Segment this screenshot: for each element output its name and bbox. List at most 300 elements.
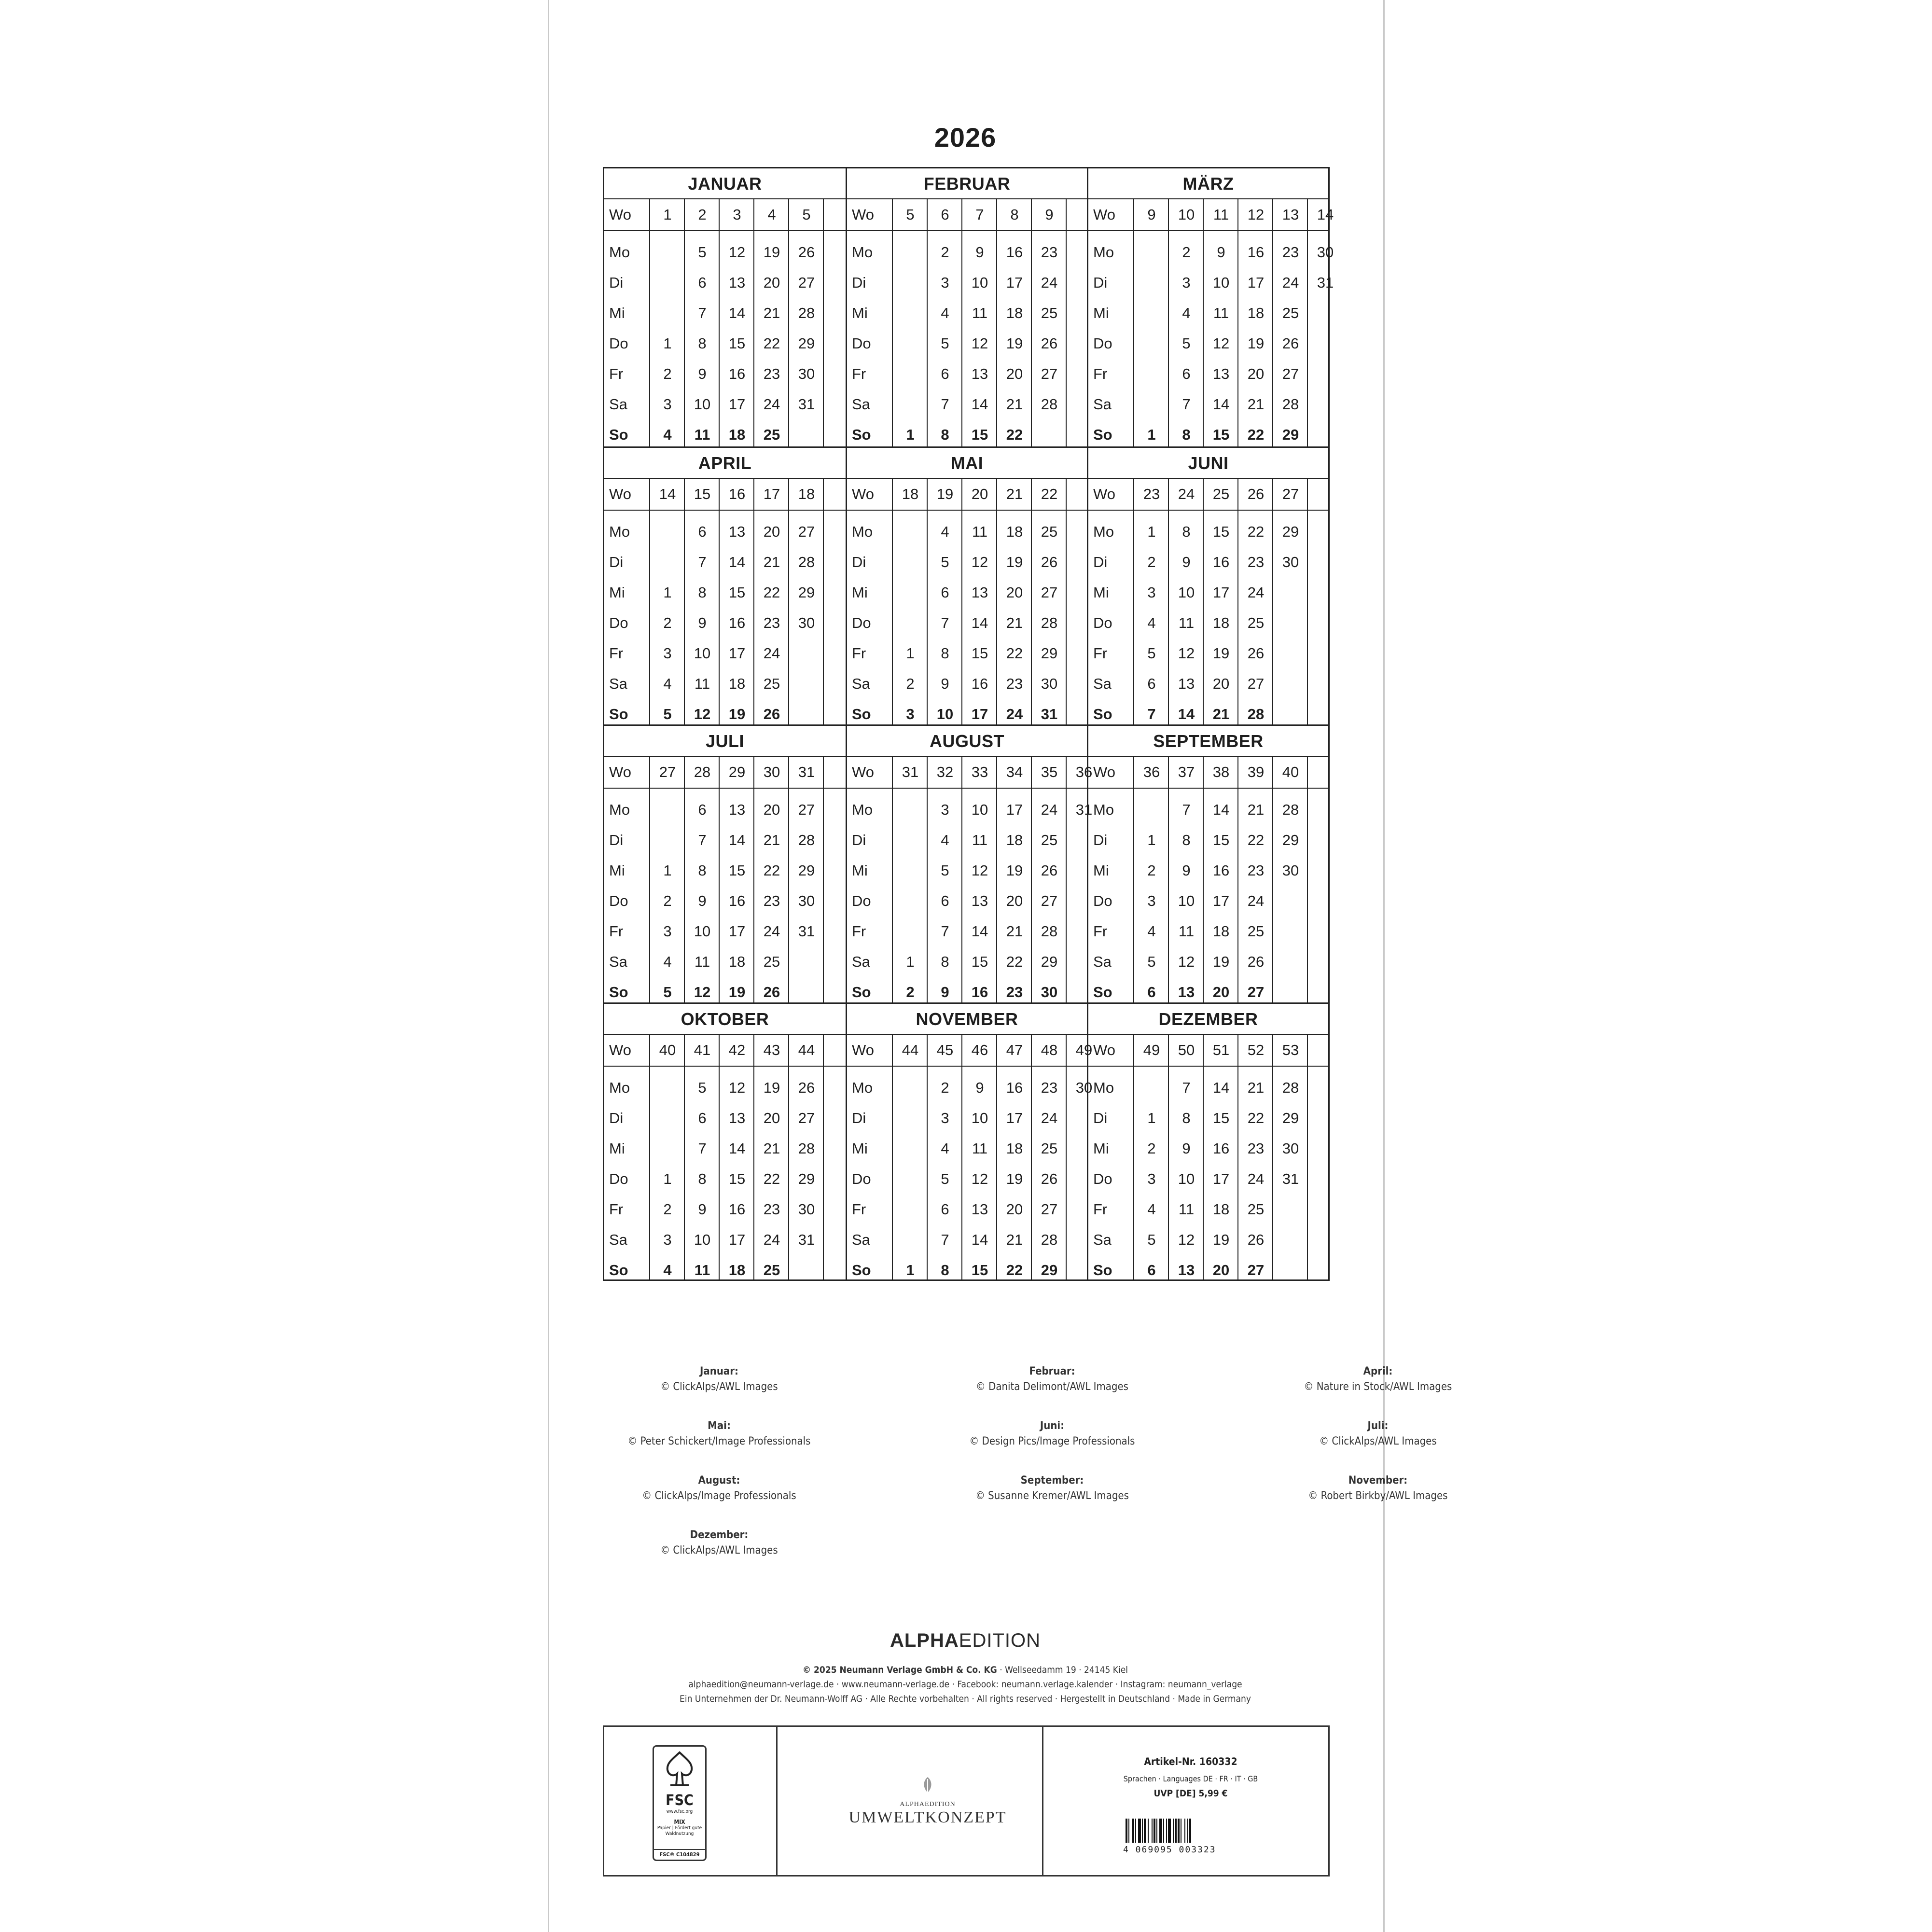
day-cell: 10 [1178,892,1195,909]
day-cell: 7 [698,305,707,321]
day-cell: 30 [1041,984,1058,1001]
credit-month: Mai: [708,1420,731,1432]
weekday-label: Mi [609,305,625,321]
weekday-label: Fr [852,365,866,382]
day-cell: 7 [698,832,707,848]
day-cell: 4 [663,675,672,692]
weekday-label: So [852,984,871,1001]
month-januar [604,168,846,446]
year-calendar-grid [603,167,1334,1281]
alphaedition-logo: ALPHAEDITION [890,1630,1041,1651]
week-number: 11 [1213,206,1229,223]
day-cell: 13 [728,523,746,540]
day-cell: 25 [763,953,780,970]
week-number: 49 [1075,1042,1093,1058]
weekday-label: Mi [852,584,868,601]
day-cell: 16 [728,365,746,382]
day-cell: 13 [728,1110,746,1126]
week-number: 36 [1143,764,1160,780]
day-cell: 26 [1041,1170,1058,1187]
day-cell: 3 [941,1110,949,1126]
day-cell: 29 [798,335,815,352]
day-cell: 19 [1212,953,1230,970]
day-cell: 26 [1247,953,1265,970]
day-cell: 21 [1247,1079,1265,1096]
week-number: 42 [728,1042,746,1058]
day-cell: 13 [971,892,988,909]
day-cell: 2 [663,614,672,631]
day-cell: 26 [763,706,780,723]
day-cell: 22 [763,1170,780,1187]
weekday-label: Di [609,1110,624,1126]
day-cell: 11 [694,426,710,443]
credit-month: September: [1020,1474,1084,1487]
day-cell: 29 [1041,645,1058,662]
week-number: 4 [767,206,776,223]
languages: Sprachen · Languages DE · FR · IT · GB [1123,1774,1258,1783]
day-cell: 22 [1006,1262,1023,1279]
day-cell: 19 [1006,335,1023,352]
weekday-label: Di [609,832,624,848]
month-märz [1087,168,1334,446]
day-cell: 24 [1041,1110,1058,1126]
barcode-icon [1126,1819,1222,1843]
week-number: 32 [936,764,954,780]
day-cell: 4 [1147,923,1156,940]
day-cell: 24 [1006,706,1023,723]
day-cell: 7 [1182,396,1191,413]
day-cell: 11 [972,832,988,848]
weekday-label: Do [852,892,871,909]
weekday-label: So [1093,1262,1112,1279]
weekday-label: Mi [1093,305,1109,321]
day-cell: 25 [1041,1140,1058,1157]
day-cell: 30 [1317,244,1334,261]
day-cell: 21 [1247,396,1265,413]
day-cell: 27 [1041,892,1058,909]
day-cell: 18 [728,953,746,970]
day-cell: 17 [1006,274,1023,291]
day-cell: 19 [728,984,746,1001]
day-cell: 25 [1247,614,1265,631]
weekday-label: Di [609,274,624,291]
day-cell: 8 [698,335,707,352]
day-cell: 5 [663,984,672,1001]
day-cell: 19 [1247,335,1265,352]
day-cell: 15 [971,1262,988,1279]
day-cell: 27 [798,523,815,540]
weekday-label: Mi [609,1140,625,1157]
photo-credit [917,1418,1187,1449]
day-cell: 27 [1247,984,1265,1001]
weekday-label: So [852,426,871,443]
day-cell: 16 [1247,244,1265,261]
day-cell: 11 [972,305,988,321]
week-label: Wo [609,764,631,780]
day-cell: 5 [941,554,949,570]
day-cell: 9 [698,365,707,382]
photo-credit [1243,1473,1513,1504]
weekday-label: Mo [852,523,873,540]
weekday-label: Mo [1093,1079,1114,1096]
week-number: 18 [798,486,815,502]
day-cell: 15 [1212,426,1230,443]
day-cell: 24 [1247,892,1265,909]
week-number: 26 [1247,486,1265,502]
fsc-text: Papier | Fördert gute Waldnutzung [657,1825,702,1836]
day-cell: 6 [941,1201,949,1218]
weekday-label: Do [1093,1170,1112,1187]
day-cell: 23 [763,1201,780,1218]
weekday-label: Mo [609,801,630,818]
weekday-label: Di [1093,554,1108,570]
day-cell: 20 [1006,365,1023,382]
day-cell: 16 [971,984,988,1001]
day-cell: 8 [698,862,707,879]
day-cell: 7 [941,1231,949,1248]
weekday-label: Mo [852,244,873,261]
week-number: 9 [1147,206,1156,223]
week-number: 47 [1006,1042,1023,1058]
day-cell: 18 [728,426,746,443]
day-cell: 14 [728,305,746,321]
year-title: 2026 [934,122,997,153]
day-cell: 24 [1041,274,1058,291]
day-cell: 8 [1182,1110,1191,1126]
credit-month: August: [698,1474,740,1487]
photo-credit [584,1528,854,1558]
week-number: 51 [1212,1042,1230,1058]
day-cell: 21 [763,554,780,570]
day-cell: 28 [1041,614,1058,631]
day-cell: 2 [941,1079,949,1096]
week-number: 20 [971,486,988,502]
week-number: 30 [763,764,780,780]
day-cell: 2 [1182,244,1191,261]
day-cell: 7 [941,396,949,413]
credit-month: Juni: [1040,1420,1065,1432]
week-number: 39 [1247,764,1265,780]
day-cell: 3 [1147,892,1156,909]
day-cell: 7 [1182,1079,1191,1096]
day-cell: 28 [1041,1231,1058,1248]
day-cell: 21 [1006,614,1023,631]
day-cell: 20 [763,523,780,540]
footer-box [603,1725,1330,1876]
day-cell: 12 [694,706,711,723]
day-cell: 15 [728,584,746,601]
month-dezember [1087,1002,1328,1280]
day-cell: 8 [1182,832,1191,848]
leaf-icon [918,1775,937,1794]
day-cell: 18 [1212,923,1230,940]
day-cell: 31 [798,396,815,413]
day-cell: 22 [1247,832,1265,848]
day-cell: 25 [1041,305,1058,321]
day-cell: 17 [728,1231,746,1248]
day-cell: 6 [698,523,707,540]
umwelt-title: UMWELTKONZEPT [848,1808,1007,1826]
day-cell: 11 [694,1262,710,1279]
day-cell: 24 [1041,801,1058,818]
day-cell: 11 [1178,923,1195,940]
day-cell: 7 [941,614,949,631]
weekday-label: Mo [852,1079,873,1096]
week-number: 21 [1006,486,1023,502]
day-cell: 5 [663,706,672,723]
weekday-label: Mi [852,305,868,321]
day-cell: 29 [1282,1110,1299,1126]
weekday-label: Sa [852,675,870,692]
day-cell: 5 [698,244,707,261]
day-cell: 28 [1041,396,1058,413]
weekday-label: Sa [1093,675,1112,692]
weekday-label: So [609,1262,628,1279]
day-cell: 20 [1212,1262,1230,1279]
day-cell: 12 [1178,1231,1195,1248]
day-cell: 9 [1217,244,1225,261]
day-cell: 20 [1212,984,1230,1001]
weekday-label: Do [609,335,628,352]
day-cell: 22 [1247,426,1265,443]
day-cell: 17 [1006,801,1023,818]
day-cell: 15 [971,953,988,970]
day-cell: 10 [694,923,711,940]
day-cell: 3 [941,274,949,291]
weekday-label: Di [1093,274,1108,291]
day-cell: 26 [1247,1231,1265,1248]
day-cell: 23 [1041,1079,1058,1096]
day-cell: 7 [1147,706,1156,723]
weekday-label: Mo [1093,523,1114,540]
month-september [1087,724,1328,1002]
month-name: OKTOBER [604,1004,846,1035]
week-number: 40 [1282,764,1299,780]
day-cell: 3 [941,801,949,818]
day-cell: 24 [1247,584,1265,601]
week-number: 23 [1143,486,1160,502]
week-number: 24 [1178,486,1195,502]
day-cell: 26 [798,244,815,261]
day-cell: 4 [663,426,672,443]
day-cell: 8 [941,645,949,662]
day-cell: 27 [1041,584,1058,601]
day-cell: 11 [1213,305,1229,321]
month-name: JUNI [1088,448,1328,479]
day-cell: 11 [694,675,710,692]
day-cell: 14 [1178,706,1195,723]
day-cell: 15 [971,645,988,662]
day-cell: 15 [1212,523,1230,540]
day-cell: 19 [1212,645,1230,662]
day-cell: 30 [798,892,815,909]
week-number: 10 [1178,206,1195,223]
day-cell: 27 [1282,365,1299,382]
day-cell: 1 [1147,523,1156,540]
credit-text: © ClickAlps/AWL Images [660,1381,778,1393]
weekday-label: Fr [1093,1201,1108,1218]
day-cell: 26 [763,984,780,1001]
day-cell: 10 [1212,274,1230,291]
weekday-label: So [609,706,628,723]
day-cell: 21 [1212,706,1230,723]
day-cell: 23 [1006,675,1023,692]
day-cell: 11 [1178,1201,1195,1218]
day-cell: 12 [728,1079,746,1096]
day-cell: 11 [972,1140,988,1157]
month-name: APRIL [604,448,846,479]
day-cell: 3 [906,706,915,723]
week-label: Wo [852,1042,874,1058]
weekday-label: Do [1093,892,1112,909]
day-cell: 19 [1006,1170,1023,1187]
day-cell: 5 [1147,645,1156,662]
credit-text: © Design Pics/Image Professionals [969,1435,1135,1447]
day-cell: 18 [1006,523,1023,540]
week-number: 31 [798,764,815,780]
week-number: 18 [902,486,919,502]
day-cell: 25 [763,1262,780,1279]
weekday-label: Di [852,832,866,848]
week-number: 50 [1178,1042,1195,1058]
week-number: 31 [902,764,919,780]
day-cell: 4 [1147,1201,1156,1218]
day-cell: 28 [798,305,815,321]
day-cell: 29 [798,1170,815,1187]
credit-text: © Peter Schickert/Image Professionals [627,1435,811,1447]
day-cell: 7 [1182,801,1191,818]
week-label: Wo [1093,1042,1115,1058]
weekday-label: Mi [1093,862,1109,879]
day-cell: 26 [1041,335,1058,352]
day-cell: 18 [1247,305,1265,321]
week-label: Wo [609,1042,631,1058]
weekday-label: Do [609,614,628,631]
weekday-label: Mi [1093,1140,1109,1157]
day-cell: 2 [1147,1140,1156,1157]
day-cell: 3 [663,645,672,662]
day-cell: 17 [1212,1170,1230,1187]
day-cell: 22 [1006,426,1023,443]
day-cell: 14 [971,614,988,631]
day-cell: 12 [971,1170,988,1187]
credit-month: November: [1348,1474,1408,1487]
weekday-label: Fr [1093,923,1108,940]
week-number: 44 [902,1042,919,1058]
fsc-tree-icon [658,1750,701,1788]
day-cell: 29 [798,584,815,601]
week-number: 33 [971,764,988,780]
day-cell: 29 [1041,953,1058,970]
credit-text: © ClickAlps/AWL Images [660,1544,778,1557]
day-cell: 14 [1212,801,1230,818]
week-number: 44 [798,1042,815,1058]
day-cell: 6 [698,1110,707,1126]
weekday-label: Fr [852,1201,866,1218]
day-cell: 14 [728,1140,746,1157]
month-name: DEZEMBER [1088,1004,1328,1035]
day-cell: 4 [1182,305,1191,321]
day-cell: 30 [798,365,815,382]
day-cell: 31 [798,923,815,940]
day-cell: 24 [763,1231,780,1248]
day-cell: 21 [1006,923,1023,940]
week-number: 14 [659,486,676,502]
credit-text: © Nature in Stock/AWL Images [1304,1381,1452,1393]
day-cell: 16 [728,892,746,909]
weekday-label: Sa [609,675,627,692]
weekday-label: Sa [609,953,627,970]
weekday-label: Mo [609,1079,630,1096]
week-number: 9 [1045,206,1054,223]
weekday-label: Sa [1093,396,1112,413]
day-cell: 10 [694,645,711,662]
weekday-label: So [1093,984,1112,1001]
weekday-label: Mo [609,523,630,540]
weekday-label: Do [1093,614,1112,631]
day-cell: 15 [728,335,746,352]
day-cell: 10 [694,396,711,413]
day-cell: 2 [663,365,672,382]
day-cell: 26 [798,1079,815,1096]
month-name: SEPTEMBER [1088,726,1328,757]
week-number: 15 [694,486,711,502]
day-cell: 23 [1282,244,1299,261]
day-cell: 19 [763,244,780,261]
day-cell: 5 [1147,1231,1156,1248]
day-cell: 16 [1212,862,1230,879]
day-cell: 13 [1178,1262,1195,1279]
day-cell: 28 [1282,1079,1299,1096]
week-number: 5 [802,206,811,223]
day-cell: 9 [1182,554,1191,570]
credit-text: © ClickAlps/AWL Images [1319,1435,1437,1447]
day-cell: 4 [1147,614,1156,631]
weekday-label: So [852,1262,871,1279]
day-cell: 5 [1182,335,1191,352]
day-cell: 28 [1041,923,1058,940]
day-cell: 17 [728,396,746,413]
day-cell: 18 [728,1262,746,1279]
weekday-label: Sa [609,396,627,413]
weekday-label: Di [852,274,866,291]
day-cell: 13 [971,1201,988,1218]
day-cell: 13 [1178,675,1195,692]
day-cell: 8 [1182,523,1191,540]
day-cell: 16 [1006,244,1023,261]
day-cell: 1 [663,584,672,601]
week-number: 2 [698,206,707,223]
day-cell: 17 [971,706,988,723]
weekday-label: Do [852,335,871,352]
day-cell: 4 [941,523,949,540]
day-cell: 3 [1147,584,1156,601]
day-cell: 27 [798,801,815,818]
day-cell: 12 [971,862,988,879]
day-cell: 25 [1247,923,1265,940]
credit-month: Juli: [1367,1420,1389,1432]
day-cell: 8 [698,584,707,601]
day-cell: 12 [971,554,988,570]
day-cell: 30 [1282,554,1299,570]
day-cell: 9 [941,675,949,692]
day-cell: 23 [763,365,780,382]
day-cell: 16 [1212,554,1230,570]
barcode-digits: 4 069095 003323 [1123,1845,1216,1855]
week-number: 12 [1247,206,1265,223]
fsc-mix: MIX [674,1819,685,1825]
weekday-label: Di [852,1110,866,1126]
